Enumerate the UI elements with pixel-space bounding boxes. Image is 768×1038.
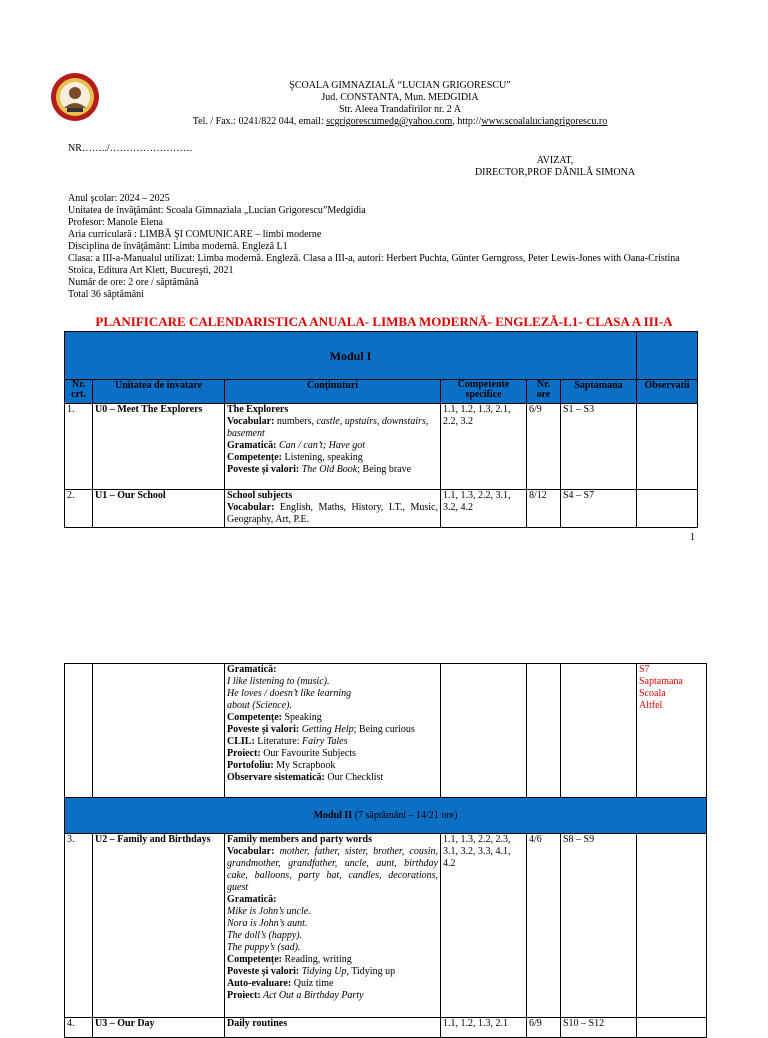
course-info — [68, 193, 698, 301]
website-link[interactable]: www.scoalaluciangrigorescu.ro — [481, 116, 608, 127]
row-hours: 6/9 — [527, 404, 561, 490]
header-unitate: Unitatea de invatare — [93, 380, 225, 404]
table-row — [65, 404, 698, 490]
row-notes: S7 Saptamana Scoala Altfel — [637, 664, 707, 798]
modul-title: Modul I — [65, 332, 637, 380]
school-street: Str. Aleea Trandafirilor nr. 2 A — [339, 104, 461, 115]
row-unit: U1 – Our School — [93, 490, 225, 528]
row-weeks — [561, 664, 637, 798]
row-unit — [93, 664, 225, 798]
row-content: Family members and party words Vocabular: mother, father, sister, brother, cousin, grandmother, grandfather, uncle, aunt, birthday cake, balloons, party hat, candles, decorations, guest Gramatică: Mike is John’s uncle. Nora is John’s aunt. The doll’s (happy). The puppy’s (sad). Competențe: Reading, writing Poveste și valori: Tidying Up, Tidying up Auto-evaluare: Quiz time Proiect: Act Out a Birthday Party — [225, 834, 441, 1018]
row-competences: 1.1, 1.3, 2.2, 3.1, 3.2, 4.2 — [441, 490, 527, 528]
planning-table-1 — [64, 331, 698, 528]
row-nr: 1. — [65, 404, 93, 490]
total-weeks: Total 36 săptămâni — [68, 289, 144, 300]
school-year: Anul şcolar: 2024 – 2025 — [68, 193, 170, 204]
row-content: School subjects Vocabular: English, Maths, History, I.T., Music, Geography, Art, P.E. — [225, 490, 441, 528]
row-competences: 1.1, 1.3, 2.2, 2.3, 3.1, 3.2, 3.3, 4.1, 4.2 — [441, 834, 527, 1018]
header-observatii: Observatii — [637, 380, 698, 404]
table-row — [65, 490, 698, 528]
school-county: Jud. CONSTANTA, Mun. MEDGIDIA — [321, 92, 479, 103]
row-notes — [637, 1018, 707, 1038]
school-logo — [50, 72, 100, 122]
row-unit: U0 – Meet The Explorers — [93, 404, 225, 490]
school-unit: Unitatea de învăţământ: Scoala Gimnaziala „Lucian Grigorescu”Medgidia — [68, 205, 366, 216]
hours-per-week: Număr de ore: 2 ore / săptămână — [68, 277, 199, 288]
modul-blank-cell — [637, 332, 698, 380]
planning-table-2 — [64, 663, 707, 1038]
header-competente: Competente specifice — [441, 380, 527, 404]
school-name: ŞCOALA GIMNAZIALĂ “LUCIAN GRIGORESCU” — [289, 80, 511, 91]
row-weeks: S4 – S7 — [561, 490, 637, 528]
row-weeks: S1 – S3 — [561, 404, 637, 490]
email-link[interactable]: scgrigorescumedg@yahoo.com — [326, 116, 453, 127]
row-notes — [637, 404, 698, 490]
modul-row — [65, 798, 707, 834]
modul-title: Modul II (7 săptămâni – 14/21 ore) — [65, 798, 707, 834]
row-hours: 6/9 — [527, 1018, 561, 1038]
teacher: Profesor: Manole Elena — [68, 217, 163, 228]
table-row — [65, 664, 707, 798]
row-weeks: S8 – S9 — [561, 834, 637, 1018]
registration-number: NR……../……………………. — [68, 143, 193, 154]
header-saptamana: Saptamana — [561, 380, 637, 404]
director-name: DIRECTOR,PROF DĂNILĂ SIMONA — [474, 167, 636, 178]
row-notes — [637, 834, 707, 1018]
row-weeks: S10 – S12 — [561, 1018, 637, 1038]
row-nr: 3. — [65, 834, 93, 1018]
class-manual: Clasa: a III-a-Manualul utilizat: Limba modernă. Engleză. Clasa a III-a, autori: Herbert Puchta, Günter Gerngross, Peter Lewis-Jones with Oana-Cristina Stoica, Editura Art Klett, Bucureşti, 2021 — [68, 253, 680, 276]
curricular-area: Aria curriculară : LIMBĂ ŞI COMUNICARE – limbi moderne — [68, 229, 322, 240]
modul-row — [65, 332, 698, 380]
row-competences: 1.1, 1.2, 1.3, 2.1, 2.2, 3.2 — [441, 404, 527, 490]
page-title: PLANIFICARE CALENDARISTICA ANUALA- LIMBA MODERNĂ- ENGLEZĂ-L1- CLASA A III-A — [95, 314, 673, 329]
row-hours: 4/6 — [527, 834, 561, 1018]
table-header-row — [65, 380, 698, 404]
row-hours — [527, 664, 561, 798]
page-number: 1 — [690, 532, 695, 543]
row-competences: 1.1, 1.2, 1.3, 2.1 — [441, 1018, 527, 1038]
row-nr — [65, 664, 93, 798]
approval-block — [420, 155, 690, 179]
approval-label: AVIZAT, — [536, 155, 574, 166]
row-hours: 8/12 — [527, 490, 561, 528]
row-unit: U3 – Our Day — [93, 1018, 225, 1038]
row-competences — [441, 664, 527, 798]
row-nr: 4. — [65, 1018, 93, 1038]
row-content: Gramatică: I like listening to (music). He loves / doesn’t like learning about (Science). Competențe: Speaking Poveste și valori: Getting Help; Being curious CLIL: Literature: Fairy Tales Proiect: Our Favourite Subjects Portofoliu: My Scrapbook Observare sistematică: Our Checklist — [225, 664, 441, 798]
row-notes — [637, 490, 698, 528]
table-row — [65, 1018, 707, 1038]
table-row — [65, 834, 707, 1018]
row-content: Daily routines — [225, 1018, 441, 1038]
row-unit: U2 – Family and Birthdays — [93, 834, 225, 1018]
header-continuturi: Conținuturi — [225, 380, 441, 404]
school-contact: Tel. / Fax.: 0241/822 044, email: scgrigorescumedg@yahoo.com, http://www.scoalaluciangrigorescu.ro — [192, 116, 608, 127]
row-nr: 2. — [65, 490, 93, 528]
school-header — [100, 80, 700, 128]
header-ore: Nr. ore — [527, 380, 561, 404]
discipline: Disciplina de învăţământ: Limba modernă. Engleză L1 — [68, 241, 288, 252]
header-nr: Nr. crt. — [65, 380, 93, 404]
row-content: The Explorers Vocabular: numbers, castle, upstairs, downstairs, basement Gramatică: Can / can’t; Have got Competențe: Listening, speaking Poveste și valori: The Old Book; Being brave — [225, 404, 441, 490]
